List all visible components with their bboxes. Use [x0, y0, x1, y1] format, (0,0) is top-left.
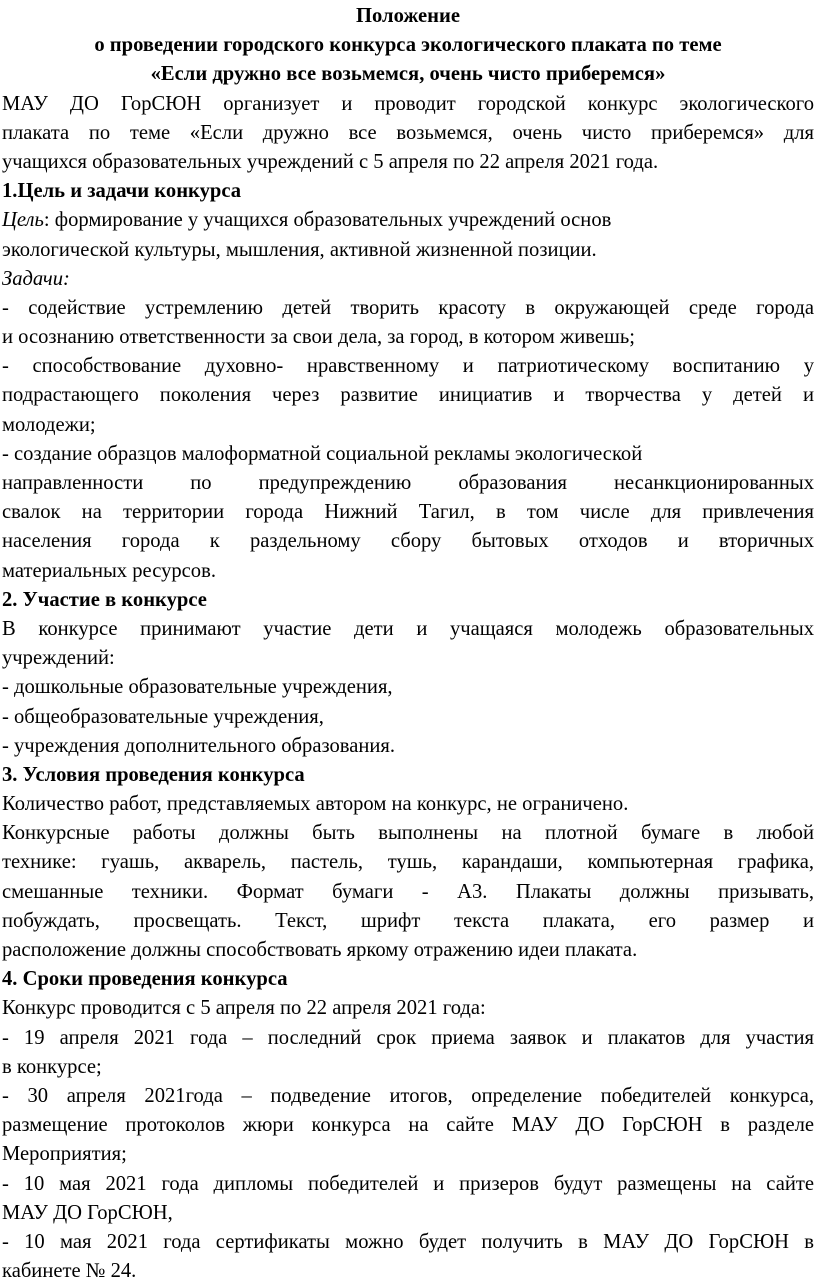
- s4-line: Мероприятия;: [2, 1143, 127, 1166]
- goal-text: : формирование у учащихся образовательных учреждений основ: [43, 209, 612, 232]
- intro-line: плаката по теме «Если дружно все возьмемся, очень чисто приберемся» для: [2, 121, 814, 144]
- s2-line: - учреждения дополнительного образования.: [2, 734, 396, 757]
- s4-line: - 30 апреля 2021года – подведение итогов, определение победителей конкурса,: [2, 1084, 814, 1107]
- s2-line: В конкурсе принимают участие дети и учащаяся молодежь образовательных: [2, 617, 814, 640]
- section-4-heading: 4. Сроки проведения конкурса: [2, 968, 288, 991]
- intro-line: МАУ ДО ГорСЮН организует и проводит городской конкурс экологического: [2, 92, 814, 115]
- s3-line: технике: гуашь, акварель, пастель, тушь, карандаши, компьютерная графика,: [2, 851, 814, 874]
- task-line: - создание образцов малоформатной социальной рекламы экологической: [2, 442, 643, 465]
- task-line: и осознанию ответственности за свои дела, за город, в котором живешь;: [2, 326, 635, 349]
- s4-line: в конкурсе;: [2, 1055, 102, 1078]
- doc-subtitle: о проведении городского конкурса экологического плаката по теме: [94, 34, 722, 57]
- task-line: молодежи;: [2, 413, 96, 436]
- intro-line: учащихся образовательных учреждений с 5 апреля по 22 апреля 2021 года.: [2, 150, 659, 173]
- s2-line: - общеобразовательные учреждения,: [2, 705, 324, 728]
- s3-line: расположение должны способствовать яркому отражению идеи плаката.: [2, 939, 638, 961]
- s3-line: Количество работ, представляемых автором на конкурс, не ограничено.: [2, 793, 629, 816]
- section-1-heading: 1.Цель и задачи конкурса: [2, 180, 242, 203]
- s4-line: размещение протоколов жюри конкурса на сайте МАУ ДО ГорСЮН в разделе: [2, 1114, 814, 1137]
- s4-line: - 19 апреля 2021 года – последний срок приема заявок и плакатов для участия: [2, 1026, 814, 1049]
- goal-line: [0, 206, 816, 235]
- s4-line: - 10 мая 2021 года дипломы победителей и призеров будут размещены на сайте: [2, 1172, 814, 1195]
- task-line: материальных ресурсов.: [2, 559, 216, 582]
- goal-label: Цель: [2, 209, 44, 232]
- s2-line: учреждений:: [2, 647, 115, 670]
- s2-line: - дошкольные образовательные учреждения,: [2, 676, 393, 699]
- task-line: подрастающего поколения через развитие инициатив и творчества у детей и: [2, 384, 814, 407]
- task-line: свалок на территории города Нижний Тагил, в том числе для привлечения: [2, 501, 814, 524]
- s4-line: - 10 мая 2021 года сертификаты можно будет получить в МАУ ДО ГорСЮН в: [2, 1230, 814, 1253]
- tasks-label: Задачи:: [2, 267, 70, 290]
- s3-line: смешанные техники. Формат бумаги - А3. Плакаты должны призывать,: [2, 880, 814, 903]
- s3-line: побуждать, просвещать. Текст, шрифт текста плаката, его размер и: [2, 909, 814, 932]
- s3-line: Конкурсные работы должны быть выполнены на плотной бумаге в любой: [2, 822, 814, 845]
- doc-title: Положение: [355, 5, 461, 27]
- s4-line: кабинете № 24.: [2, 1260, 137, 1283]
- s4-line: МАУ ДО ГорСЮН,: [2, 1201, 173, 1224]
- section-3-heading: 3. Условия проведения конкурса: [2, 763, 305, 786]
- goal-line: экологической культуры, мышления, активной жизненной позиции.: [2, 238, 597, 261]
- doc-theme-title: «Если дружно все возьмемся, очень чисто приберемся»: [150, 63, 666, 86]
- s4-line: Конкурс проводится с 5 апреля по 22 апреля 2021 года:: [2, 997, 486, 1020]
- section-2-heading: 2. Участие в конкурсе: [2, 588, 207, 611]
- task-line: - способствование духовно- нравственному и патриотическому воспитанию у: [2, 355, 814, 378]
- task-line: направленности по предупреждению образования несанкционированных: [2, 472, 814, 494]
- task-line: - содействие устремлению детей творить красоту в окружающей среде города: [2, 296, 814, 319]
- task-line: населения города к раздельному сбору бытовых отходов и вторичных: [2, 530, 814, 553]
